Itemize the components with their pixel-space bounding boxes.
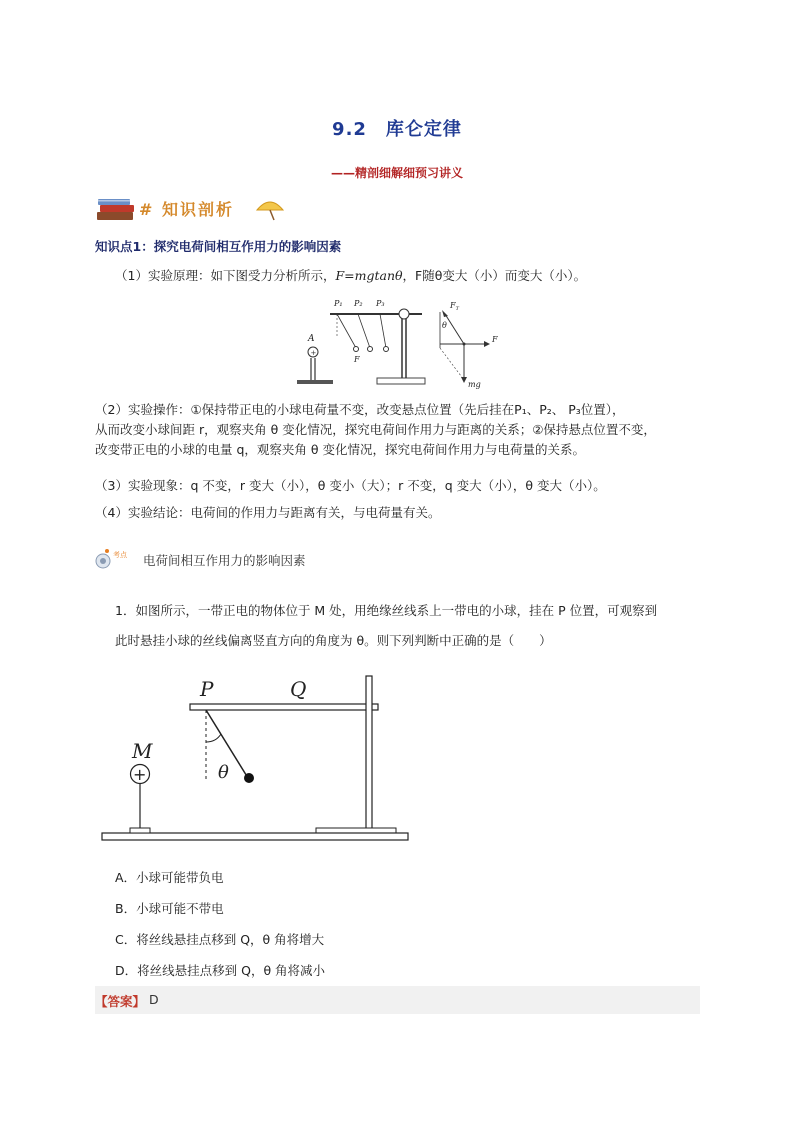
svg-text:FT: [449, 301, 460, 312]
page-title: 9.2 库仑定律: [332, 119, 462, 140]
answer-label: 【答案】: [95, 994, 146, 1009]
option-c: C．将丝线悬挂点移到 Q，θ 角将增大: [115, 932, 325, 947]
umbrella-icon: [253, 196, 287, 222]
books-icon: [95, 194, 143, 224]
kaodian-icon: [93, 545, 145, 577]
label-mg: mg: [468, 380, 481, 389]
svg-text:+: +: [310, 349, 317, 357]
knowledge-point-heading: 知识点1：探究电荷间相互作用力的影响因素: [95, 239, 342, 254]
kaodian-badge-text: 考点: [113, 551, 127, 559]
label-p1: P₁: [334, 299, 343, 308]
kaodian-title: 电荷间相互作用力的影响因素: [143, 553, 306, 568]
operation-line-1: （2）实验操作：①保持带正电的小球电荷量不变，改变悬点位置（先后挂在P₁、P₂、 P₃位置），: [95, 402, 625, 417]
principle-prefix: （1）实验原理：如下图受力分析所示，: [115, 268, 336, 283]
conclusion-paragraph: （4）实验结论：电荷间的作用力与距离有关，与电荷量有关。: [95, 505, 441, 520]
experiment-figure: [292, 292, 512, 392]
option-b: B．小球可能不带电: [115, 901, 224, 916]
principle-formula: F=mgtanθ: [335, 268, 403, 283]
operation-paragraph: [95, 400, 705, 460]
label-a: A: [308, 334, 315, 344]
label-p2: P₂: [354, 299, 363, 308]
label-ft: F: [450, 301, 456, 310]
question-figure: [100, 670, 412, 845]
banner-text: # 知识剖析: [139, 200, 234, 219]
label-ft-sub: T: [455, 306, 459, 312]
section-banner: [95, 194, 295, 224]
label-p: P: [200, 677, 214, 701]
operation-line-2: 从而改变小球间距 r，观察夹角 θ 变化情况，探究电荷间作用力与距离的关系；②保持悬点位置不变，: [95, 422, 656, 437]
question-line-2: 此时悬挂小球的丝线偏离竖直方向的角度为 θ。则下列判断中正确的是（ ）: [115, 633, 552, 648]
label-f2: F: [492, 335, 498, 344]
question-stem: [115, 596, 705, 656]
label-theta-2: θ: [218, 762, 229, 783]
label-theta-1: θ: [442, 321, 447, 330]
answer-value: D: [149, 992, 159, 1007]
operation-line-3: 改变带正电的小球的电量 q，观察夹角 θ 变化情况，探究电荷间作用力与电荷量的关系。: [95, 442, 586, 457]
answer-bar: [95, 986, 700, 1014]
label-f: F: [354, 355, 360, 364]
label-m: M: [132, 739, 153, 763]
principle-suffix: ，F随θ变大（小）而变大（小）。: [402, 268, 587, 283]
phenomenon-paragraph: （3）实验现象：q 不变，r 变大（小），θ 变小（大）；r 不变，q 变大（小），θ 变大（小）。: [95, 478, 606, 493]
label-q: Q: [290, 677, 307, 701]
option-a: A．小球可能带负电: [115, 870, 224, 885]
option-d: D．将丝线悬挂点移到 Q，θ 角将减小: [115, 963, 326, 978]
label-p3: P₃: [376, 299, 385, 308]
plus-sign: +: [133, 765, 147, 784]
principle-paragraph: [115, 266, 586, 286]
page-subtitle: ——精剖细解细预习讲义: [330, 166, 463, 180]
question-line-1: 1．如图所示，一带正电的物体位于 M 处，用绝缘丝线系上一带电的小球，挂在 P 位置，可观察到: [115, 603, 658, 618]
kaodian-badge: [93, 545, 145, 577]
